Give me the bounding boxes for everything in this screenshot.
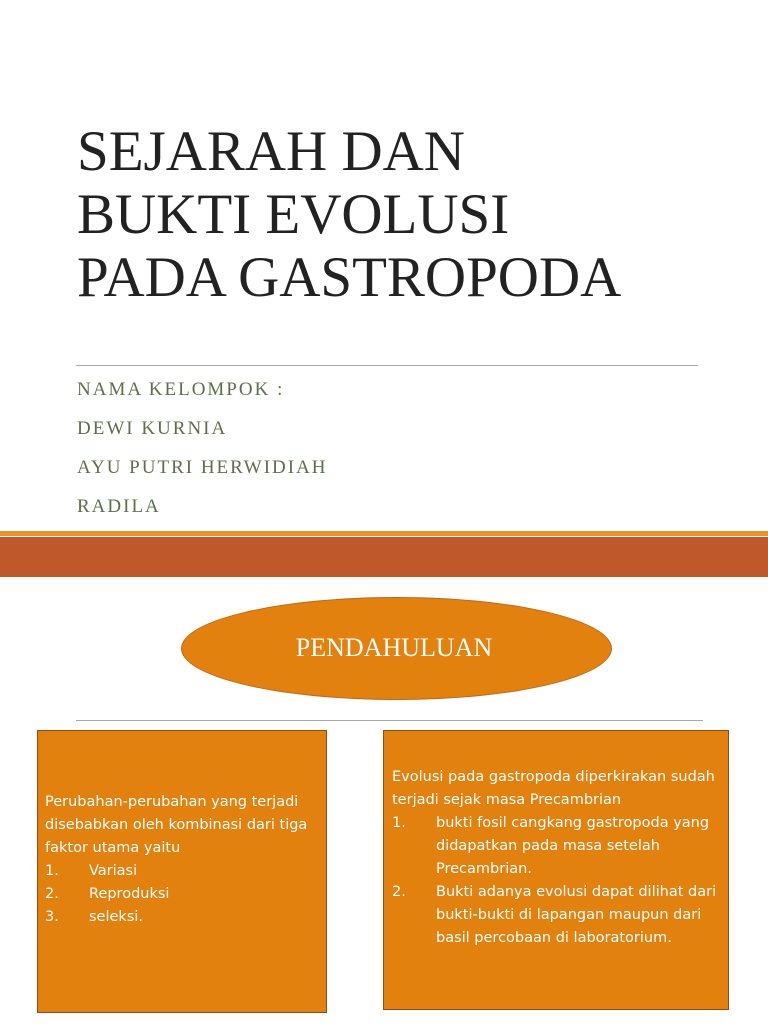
- list-text: Variasi: [89, 863, 138, 879]
- list-number: 1.: [392, 815, 406, 831]
- list-number: 2.: [392, 884, 406, 900]
- subtitle-line-4: RADILA: [77, 496, 161, 517]
- list-text: Reproduksi: [89, 886, 170, 902]
- list-text: bukti fosil cangkang gastropoda yang didapatkan pada masa setelah Precambrian.: [436, 815, 710, 877]
- accent-stripe: [0, 531, 768, 536]
- group-members: [77, 378, 697, 534]
- list-item: [45, 860, 320, 883]
- evidence-box: [383, 730, 729, 1010]
- footer-band: [0, 537, 768, 577]
- list-item: [392, 812, 722, 881]
- subtitle-line-1: NAMA KELOMPOK :: [77, 379, 285, 400]
- list-text: Bukti adanya evolusi dapat dilihat dari bukti-bukti di lapangan maupun dari basil percobaan di laboratorium.: [436, 884, 717, 946]
- title-line-2: BUKTI EVOLUSI: [77, 183, 510, 246]
- list-text: seleksi.: [89, 909, 144, 925]
- list-number: 1.: [45, 863, 59, 879]
- list-item: [45, 883, 320, 906]
- causes-box: [37, 730, 327, 1013]
- list-number: 2.: [45, 886, 59, 902]
- heading-label: PENDAHULUAN: [295, 633, 493, 662]
- evidence-intro: Evolusi pada gastropoda diperkirakan sudah terjadi sejak masa Precambrian: [392, 769, 715, 808]
- causes-intro: Perubahan-perubahan yang terjadi disebabkan oleh kombinasi dari tiga faktor utama yaitu: [45, 794, 308, 856]
- subtitle-line-3: AYU PUTRI HERWIDIAH: [77, 457, 328, 478]
- title-divider: [76, 365, 698, 366]
- title-line-3: PADA GASTROPODA: [77, 246, 622, 309]
- list-item: [392, 881, 722, 950]
- subtitle-line-2: DEWI KURNIA: [77, 418, 228, 439]
- slide-title: [77, 120, 717, 309]
- heading-divider: [76, 720, 703, 721]
- list-item: [45, 906, 320, 929]
- intro-slide: [0, 577, 768, 1024]
- title-line-1: SEJARAH DAN: [77, 120, 465, 183]
- list-number: 3.: [45, 909, 59, 925]
